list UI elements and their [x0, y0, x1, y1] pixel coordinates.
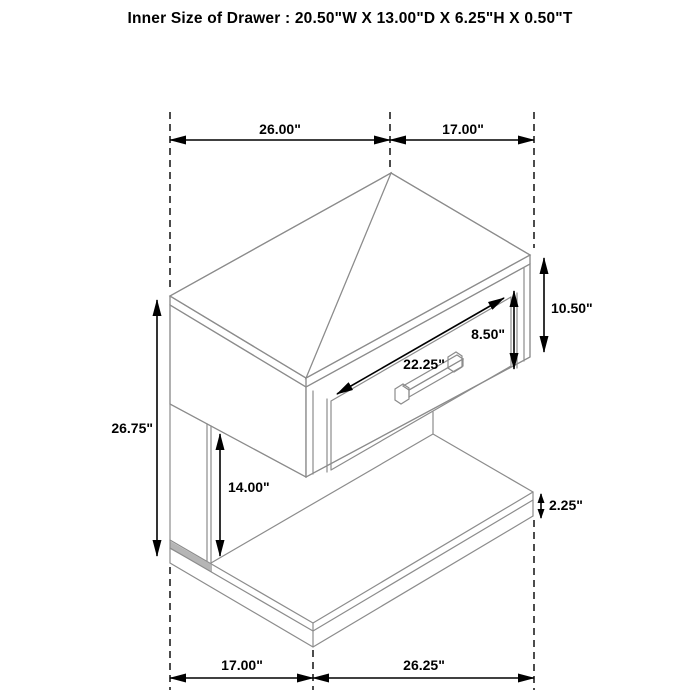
dim-label-drawer-height: 8.50" [471, 326, 505, 342]
dim-label-base-width: 26.25" [403, 657, 445, 673]
base-bottom-edges [170, 516, 533, 647]
dim-label-top-width: 26.00" [259, 121, 301, 137]
base-top-edges [170, 492, 533, 623]
dim-label-top-depth: 17.00" [442, 121, 484, 137]
dim-label-drawer-width: 22.25" [403, 356, 445, 372]
dim-label-leg-clearance: 14.00" [228, 479, 270, 495]
base-corner-edges [313, 492, 533, 647]
dim-label-base-depth: 17.00" [221, 657, 263, 673]
base-lip-edges [170, 500, 533, 631]
page-title: Inner Size of Drawer : 20.50"W X 13.00"D X 6.25"H X 0.50"T [127, 10, 573, 27]
dim-label-base-thickness: 2.25" [549, 497, 583, 513]
dim-label-cabinet-height: 10.50" [551, 300, 593, 316]
leg-panel-edges [207, 424, 211, 563]
dim-label-overall-height: 26.75" [111, 420, 153, 436]
nightstand-drawing [170, 173, 533, 647]
